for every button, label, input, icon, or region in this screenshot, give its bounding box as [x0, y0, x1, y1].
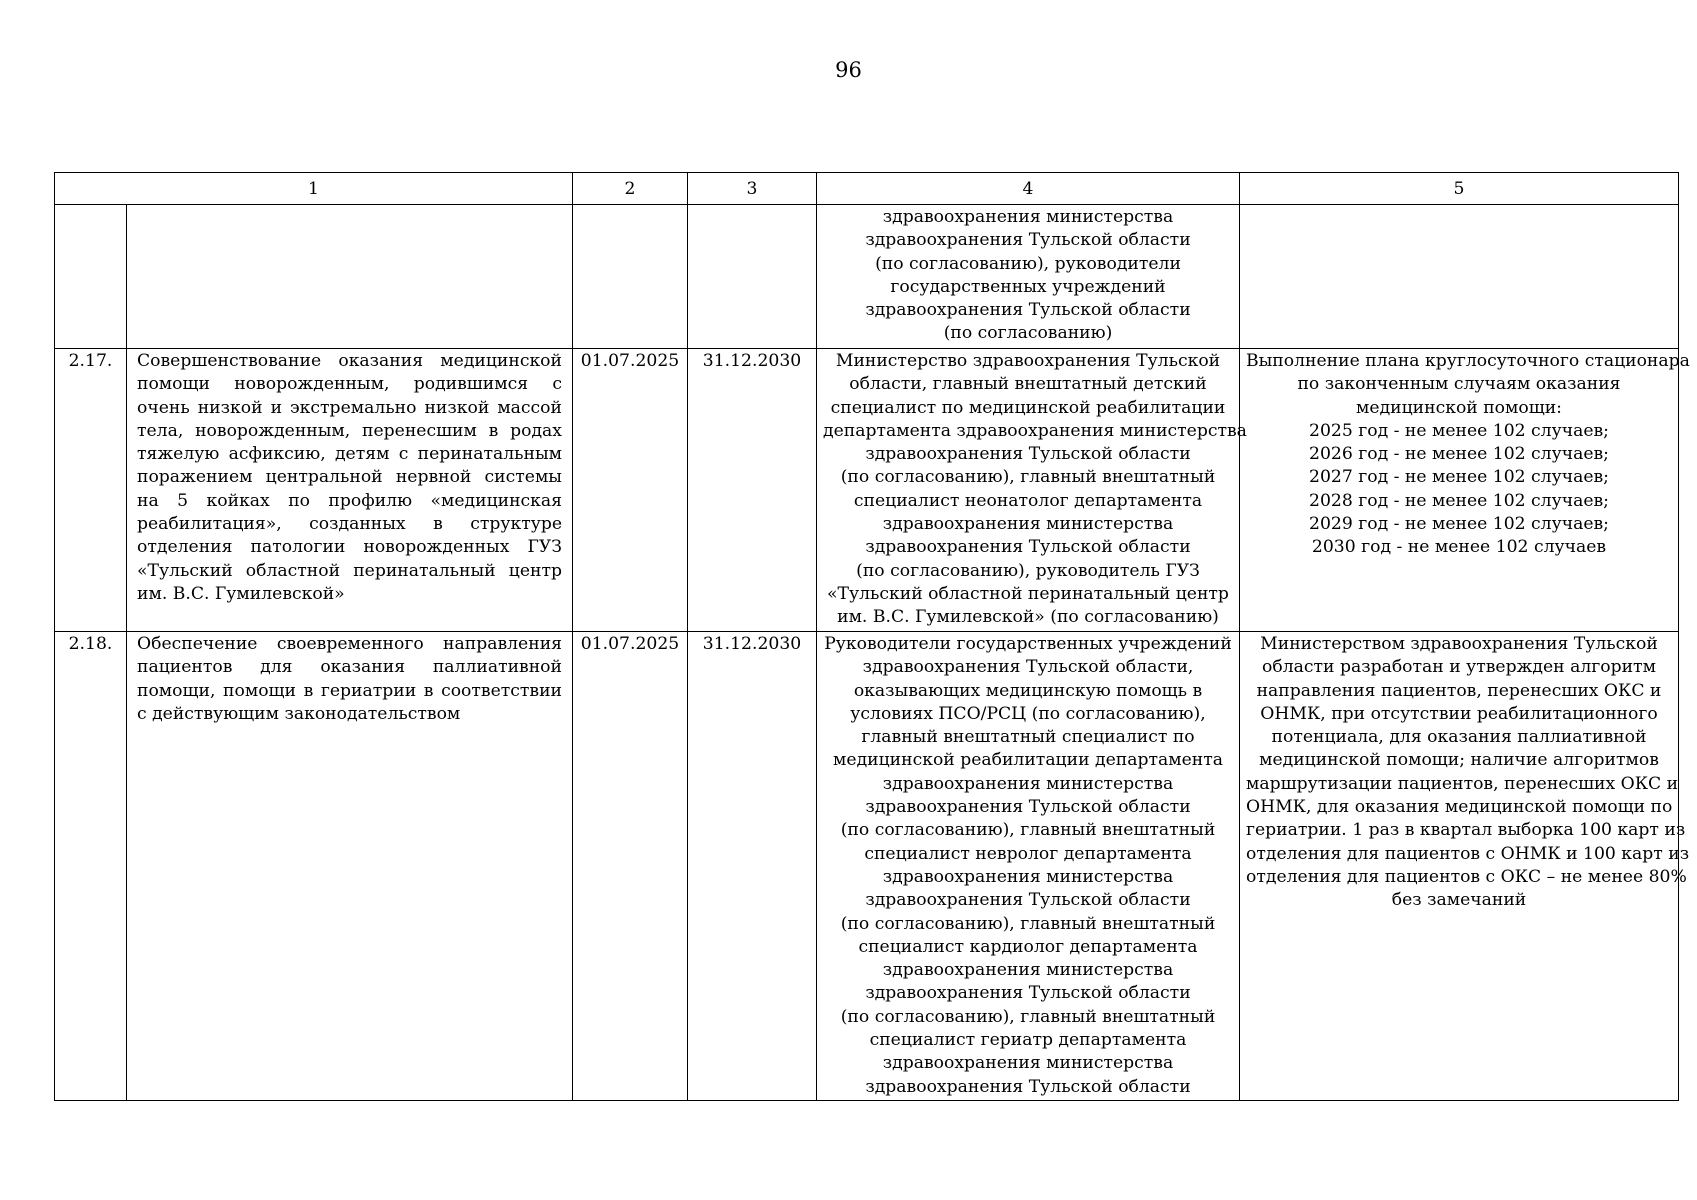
text-line: по законченным случаям оказания — [1297, 374, 1621, 395]
text-line: «Тульский областной перинатальный центр — [827, 583, 1229, 604]
text-line: (по согласованию) — [943, 323, 1113, 344]
text-line: специалист невролог департамента — [864, 843, 1192, 864]
text-line: (по согласованию), главный внештатный — [840, 913, 1216, 934]
row-description: Совершенствование оказания медицинской помощи новорожденным, родившимся с очень низкой и экстремально низкой массой тела, новорожденным, перенесшим в родах тяжелую асфиксию, детям с перинатальным поражением центральной нервной системы на 5 койках по профилю «медицинская реабилитация», созданных в структуре отделения патологии новорожденных ГУЗ «Тульский областной перинатальный центр им. В.С. Гумилевской» — [127, 349, 573, 632]
text-line: главный внештатный специалист по — [861, 727, 1195, 748]
text-line: специалист гериатр департамента — [869, 1030, 1187, 1051]
text-line: Министерством здравоохранения Тульской — [1260, 634, 1658, 654]
text-line: отделения для пациентов с ОКС – не менее 80% — [1246, 866, 1687, 887]
text-line: здравоохранения министерства — [882, 866, 1174, 887]
continuation-end-cell — [688, 205, 817, 349]
text-line: медицинской помощи: — [1356, 397, 1562, 418]
text-line: медицинской помощи; наличие алгоритмов — [1259, 750, 1659, 771]
text-line: (по согласованию), главный внештатный — [840, 1006, 1216, 1027]
text-line: 2030 год - не менее 102 случаев — [1311, 537, 1607, 558]
text-line: здравоохранения Тульской области — [865, 797, 1191, 818]
text-line: гериатрии. 1 раз в квартал выборка 100 карт из — [1246, 820, 1686, 841]
table-row — [55, 632, 1679, 1101]
text-line: здравоохранения министерства — [882, 773, 1174, 794]
row-result — [1240, 349, 1690, 632]
row-end-date: 31.12.2030 — [688, 632, 817, 1101]
row-description: Обеспечение своевременного направления пациентов для оказания паллиативной помощи, помощи в гериатрии в соответствии с действующим законодательством — [127, 632, 573, 1101]
text-line: области, главный внештатный детский — [849, 374, 1207, 395]
text-line: 2029 год - не менее 102 случаев; — [1309, 514, 1609, 535]
text-line: здравоохранения министерства — [882, 207, 1174, 227]
text-line: здравоохранения Тульской области, — [862, 657, 1194, 678]
text-line: Руководители государственных учреждений — [824, 634, 1232, 654]
header-row — [55, 173, 1679, 205]
text-line: ОНМК, для оказания медицинской помощи по — [1246, 797, 1673, 818]
text-line: 2028 год - не менее 102 случаев; — [1309, 490, 1609, 511]
text-line: оказывающих медицинскую помощь в — [853, 680, 1203, 701]
header-col-1: 1 — [55, 173, 573, 205]
table-row — [55, 349, 1679, 632]
text-line: без замечаний — [1391, 890, 1527, 911]
text-line: маршрутизации пациентов, перенесших ОКС и — [1246, 773, 1679, 794]
text-line: здравоохранения Тульской области — [865, 300, 1191, 321]
text-line: (по согласованию), главный внештатный — [840, 820, 1216, 841]
row-start-date: 01.07.2025 — [573, 349, 688, 632]
text-line: здравоохранения Тульской области — [865, 983, 1191, 1004]
text-line: 2027 год - не менее 102 случаев; — [1309, 467, 1609, 488]
text-line: здравоохранения Тульской области — [865, 1076, 1191, 1097]
header-col-2: 2 — [573, 173, 688, 205]
row-end-date: 31.12.2030 — [688, 349, 817, 632]
text-line: (по согласованию), главный внештатный — [840, 467, 1216, 488]
text-line: (по согласованию), руководитель ГУЗ — [856, 560, 1200, 581]
header-col-4: 4 — [817, 173, 1240, 205]
text-line: специалист кардиолог департамента — [858, 936, 1198, 957]
continuation-number-cell — [55, 205, 127, 349]
text-line: Выполнение плана круглосуточного стационара — [1246, 351, 1690, 371]
text-line: специалист по медицинской реабилитации — [830, 397, 1226, 418]
continuation-responsible-cell — [817, 205, 1240, 349]
text-line: направления пациентов, перенесших ОКС и — [1256, 680, 1662, 701]
text-line: им. В.С. Гумилевской» (по согласованию) — [837, 607, 1219, 628]
table-row-continuation — [55, 205, 1679, 349]
continuation-result-cell — [1240, 205, 1679, 349]
text-line: специалист неонатолог департамента — [853, 490, 1203, 511]
header-col-5: 5 — [1240, 173, 1679, 205]
text-line: области разработан и утвержден алгоритм — [1262, 657, 1656, 678]
text-line: департамента здравоохранения министерства — [823, 420, 1247, 441]
row-number: 2.17. — [55, 349, 127, 632]
row-responsible — [817, 632, 1240, 1101]
row-result — [1240, 632, 1690, 1101]
text-line: ОНМК, при отсутствии реабилитационного — [1260, 703, 1658, 724]
text-line: государственных учреждений — [890, 276, 1166, 297]
continuation-description-cell — [127, 205, 573, 349]
plan-table — [54, 172, 1690, 1101]
text-line: медицинской реабилитации департамента — [833, 750, 1223, 771]
continuation-start-cell — [573, 205, 688, 349]
row-responsible — [817, 349, 1247, 632]
text-line: здравоохранения Тульской области — [865, 230, 1191, 251]
text-line: здравоохранения министерства — [882, 960, 1174, 981]
page-number: 96 — [835, 58, 862, 82]
row-number: 2.18. — [55, 632, 127, 1101]
text-line: 2026 год - не менее 102 случаев; — [1309, 444, 1609, 465]
text-line: (по согласованию), руководители — [875, 253, 1181, 274]
row-start-date: 01.07.2025 — [573, 632, 688, 1101]
text-line: потенциала, для оказания паллиативной — [1271, 727, 1647, 748]
text-line: условиях ПСО/РСЦ (по согласованию), — [850, 703, 1206, 724]
text-line: здравоохранения министерства — [882, 514, 1174, 535]
text-line: здравоохранения Тульской области — [865, 537, 1191, 558]
text-line: здравоохранения Тульской области — [865, 890, 1191, 911]
text-line: здравоохранения министерства — [882, 1053, 1174, 1074]
text-line: отделения для пациентов с ОНМК и 100 карт из — [1246, 843, 1690, 864]
header-col-3: 3 — [688, 173, 817, 205]
text-line: Министерство здравоохранения Тульской — [835, 351, 1221, 371]
text-line: здравоохранения Тульской области — [865, 444, 1191, 465]
text-line: 2025 год - не менее 102 случаев; — [1309, 420, 1609, 441]
